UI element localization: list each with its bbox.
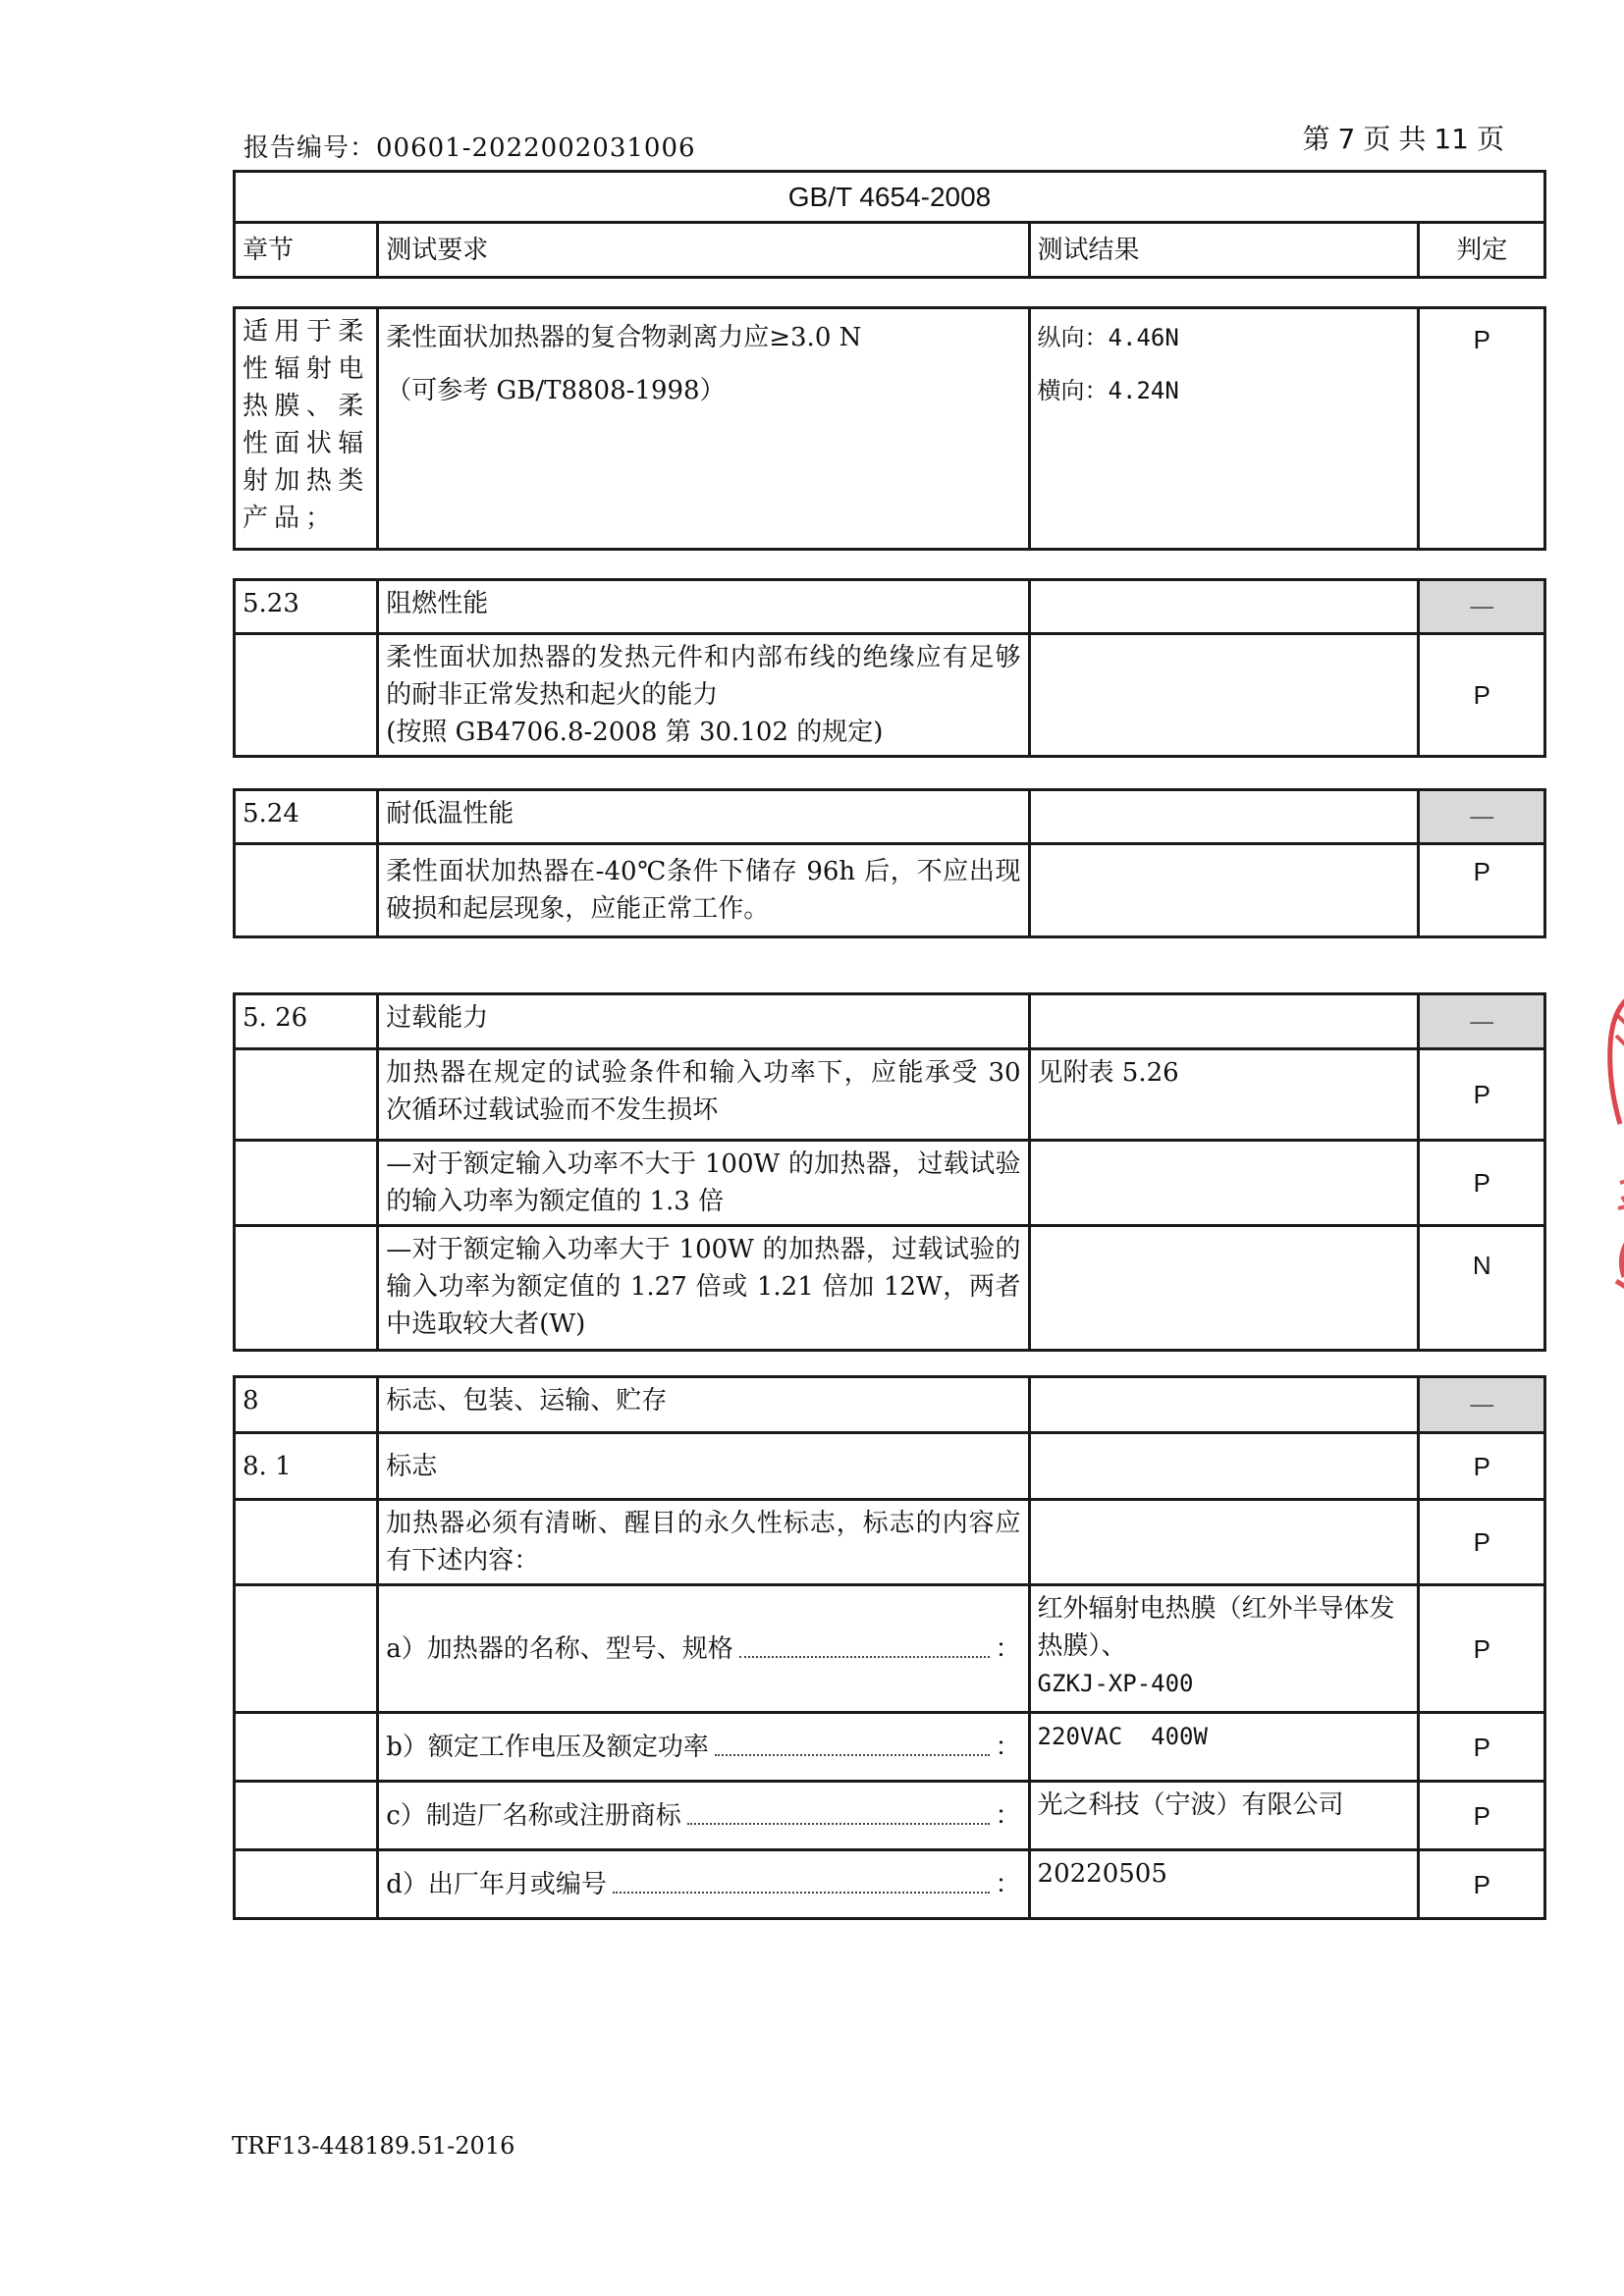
marking-intro-verdict: P: [1419, 1500, 1545, 1585]
peel-force-table: [233, 306, 1546, 551]
empty-cell: [235, 1226, 378, 1351]
section-8-number: 8: [235, 1377, 378, 1433]
marking-item-b-label: b）额定工作电压及额定功率: [386, 1732, 709, 1762]
total-pages: 11: [1434, 123, 1469, 155]
column-header-section: 章节: [235, 223, 378, 278]
overload-verdict-2: P: [1419, 1141, 1545, 1226]
section-5-23-table: [233, 578, 1546, 758]
column-header-verdict: 判定: [1419, 223, 1545, 278]
section-5-23-requirement-note: (按照 GB4706.8-2008 第 30.102 的规定): [386, 718, 884, 747]
peel-requirement-line1: 柔性面状加热器的复合物剥离力应≥3.0 N: [386, 323, 862, 352]
empty-cell: [235, 1049, 378, 1141]
marking-item-a-verdict: P: [1419, 1585, 1545, 1713]
marking-item-c-result: 光之科技（宁波）有限公司: [1029, 1782, 1419, 1850]
overload-verdict-3: N: [1419, 1226, 1545, 1351]
marking-item-c-verdict: P: [1419, 1782, 1545, 1850]
page-number: 7: [1337, 123, 1356, 155]
dot-leader: [687, 1823, 990, 1825]
red-seal-stamp: [1598, 987, 1624, 1310]
section-5-23-title: 阻燃性能: [378, 580, 1029, 634]
total-label: 共: [1398, 123, 1427, 155]
marking-item-b: [378, 1713, 1029, 1782]
empty-cell: [1029, 1433, 1419, 1500]
marking-item-d: [378, 1850, 1029, 1919]
peel-requirement: [378, 308, 1029, 550]
dot-leader: [739, 1656, 990, 1658]
empty-cell: [1029, 790, 1419, 844]
marking-item-a-result-line1: 红外辐射电热膜（红外半导体发热膜）、: [1037, 1594, 1395, 1661]
colon: ：: [995, 1800, 1021, 1831]
marking-item-d-verdict: P: [1419, 1850, 1545, 1919]
empty-cell: [1029, 844, 1419, 937]
section-5-23-requirement-text: 柔性面状加热器的发热元件和内部布线的绝缘应有足够的耐非正常发热和起火的能力: [386, 643, 1021, 710]
empty-cell: [235, 1850, 378, 1919]
section-8-1-number: 8. 1: [235, 1433, 378, 1500]
marking-item-a-result-line2: GZKJ-XP-400: [1037, 1670, 1194, 1697]
section-5-24-verdict: P: [1419, 844, 1545, 937]
section-5-24-requirement: 柔性面状加热器在-40℃条件下储存 96h 后，不应出现破损和起层现象，应能正常工作。: [378, 844, 1029, 937]
empty-cell: [235, 634, 378, 757]
marking-item-c: [378, 1782, 1029, 1850]
section-8-1-verdict: P: [1419, 1433, 1545, 1500]
section-5-24-table: [233, 788, 1546, 938]
overload-verdict-1: P: [1419, 1049, 1545, 1141]
overload-result-2: [1029, 1141, 1419, 1226]
empty-cell: [235, 844, 378, 937]
standard-title: GB/T 4654-2008: [235, 172, 1545, 223]
colon: ：: [995, 1732, 1021, 1762]
marking-item-a-label: a）加热器的名称、型号、规格: [386, 1633, 733, 1664]
page-unit: 页: [1363, 123, 1391, 155]
peel-result-transverse: 横向：4.24N: [1037, 377, 1179, 404]
empty-cell: [235, 1141, 378, 1226]
section-5-23-number: 5.23: [235, 580, 378, 634]
section-5-23-verdict: P: [1419, 634, 1545, 757]
section-8-1-title: 标志: [378, 1433, 1029, 1500]
empty-cell: [1029, 580, 1419, 634]
page-label: 第: [1302, 123, 1330, 155]
dot-leader: [715, 1754, 990, 1756]
section-5-23-title-verdict: —: [1419, 580, 1545, 634]
marking-item-b-verdict: P: [1419, 1713, 1545, 1782]
peel-requirement-line2: （可参考 GB/T8808-1998）: [386, 376, 726, 405]
section-5-24-title-verdict: —: [1419, 790, 1545, 844]
section-8-title: 标志、包装、运输、贮存: [378, 1377, 1029, 1433]
report-number: 报告编号：00601-2022002031006: [244, 133, 696, 163]
marking-intro: 加热器必须有清晰、醒目的永久性标志，标志的内容应有下述内容：: [378, 1500, 1029, 1585]
marking-item-a-result: [1029, 1585, 1419, 1713]
form-code: TRF13-448189.51-2016: [232, 2132, 515, 2160]
section-5-26-table: [233, 992, 1546, 1352]
empty-cell: [235, 1782, 378, 1850]
marking-item-c-label: c）制造厂名称或注册商标: [386, 1800, 681, 1831]
section-8-title-verdict: —: [1419, 1377, 1545, 1433]
empty-cell: [235, 1585, 378, 1713]
colon: ：: [995, 1633, 1021, 1664]
marking-item-a: [378, 1585, 1029, 1713]
peel-verdict: P: [1419, 308, 1545, 550]
applicability-section: 适用于柔性辐射电热膜、柔性面状辐射加热类产品；: [235, 308, 378, 550]
section-5-26-title: 过载能力: [378, 994, 1029, 1049]
overload-requirement-3: —对于额定输入功率大于 100W 的加热器，过载试验的输入功率为额定值的 1.27 倍或 1.21 倍加 12W，两者中选取较大者(W): [378, 1226, 1029, 1351]
overload-requirement-2: —对于额定输入功率不大于 100W 的加热器，过载试验的输入功率为额定值的 1.3 倍: [378, 1141, 1029, 1226]
section-5-26-number: 5. 26: [235, 994, 378, 1049]
section-5-24-title: 耐低温性能: [378, 790, 1029, 844]
empty-cell: [1029, 1500, 1419, 1585]
dot-leader: [613, 1892, 990, 1894]
marking-item-b-result: 220VAC 400W: [1029, 1713, 1419, 1782]
empty-cell: [1029, 1377, 1419, 1433]
overload-requirement-1: 加热器在规定的试验条件和输入功率下，应能承受 30 次循环过载试验而不发生损坏: [378, 1049, 1029, 1141]
section-5-26-title-verdict: —: [1419, 994, 1545, 1049]
marking-item-d-result: 20220505: [1029, 1850, 1419, 1919]
section-5-23-requirement: [378, 634, 1029, 757]
column-header-requirement: 测试要求: [378, 223, 1029, 278]
overload-result-3: [1029, 1226, 1419, 1351]
empty-cell: [235, 1713, 378, 1782]
peel-result: [1029, 308, 1419, 550]
standard-header-table: [233, 170, 1546, 279]
section-8-table: [233, 1375, 1546, 1920]
total-unit: 页: [1476, 123, 1504, 155]
overload-result-1: 见附表 5.26: [1029, 1049, 1419, 1141]
empty-cell: [235, 1500, 378, 1585]
empty-cell: [1029, 994, 1419, 1049]
peel-result-longitudinal: 纵向：4.46N: [1037, 324, 1179, 351]
empty-cell: [1029, 634, 1419, 757]
colon: ：: [995, 1869, 1021, 1899]
marking-item-d-label: d）出厂年月或编号: [386, 1869, 607, 1899]
section-5-24-number: 5.24: [235, 790, 378, 844]
column-header-result: 测试结果: [1029, 223, 1419, 278]
page-indicator: [1298, 118, 1508, 157]
